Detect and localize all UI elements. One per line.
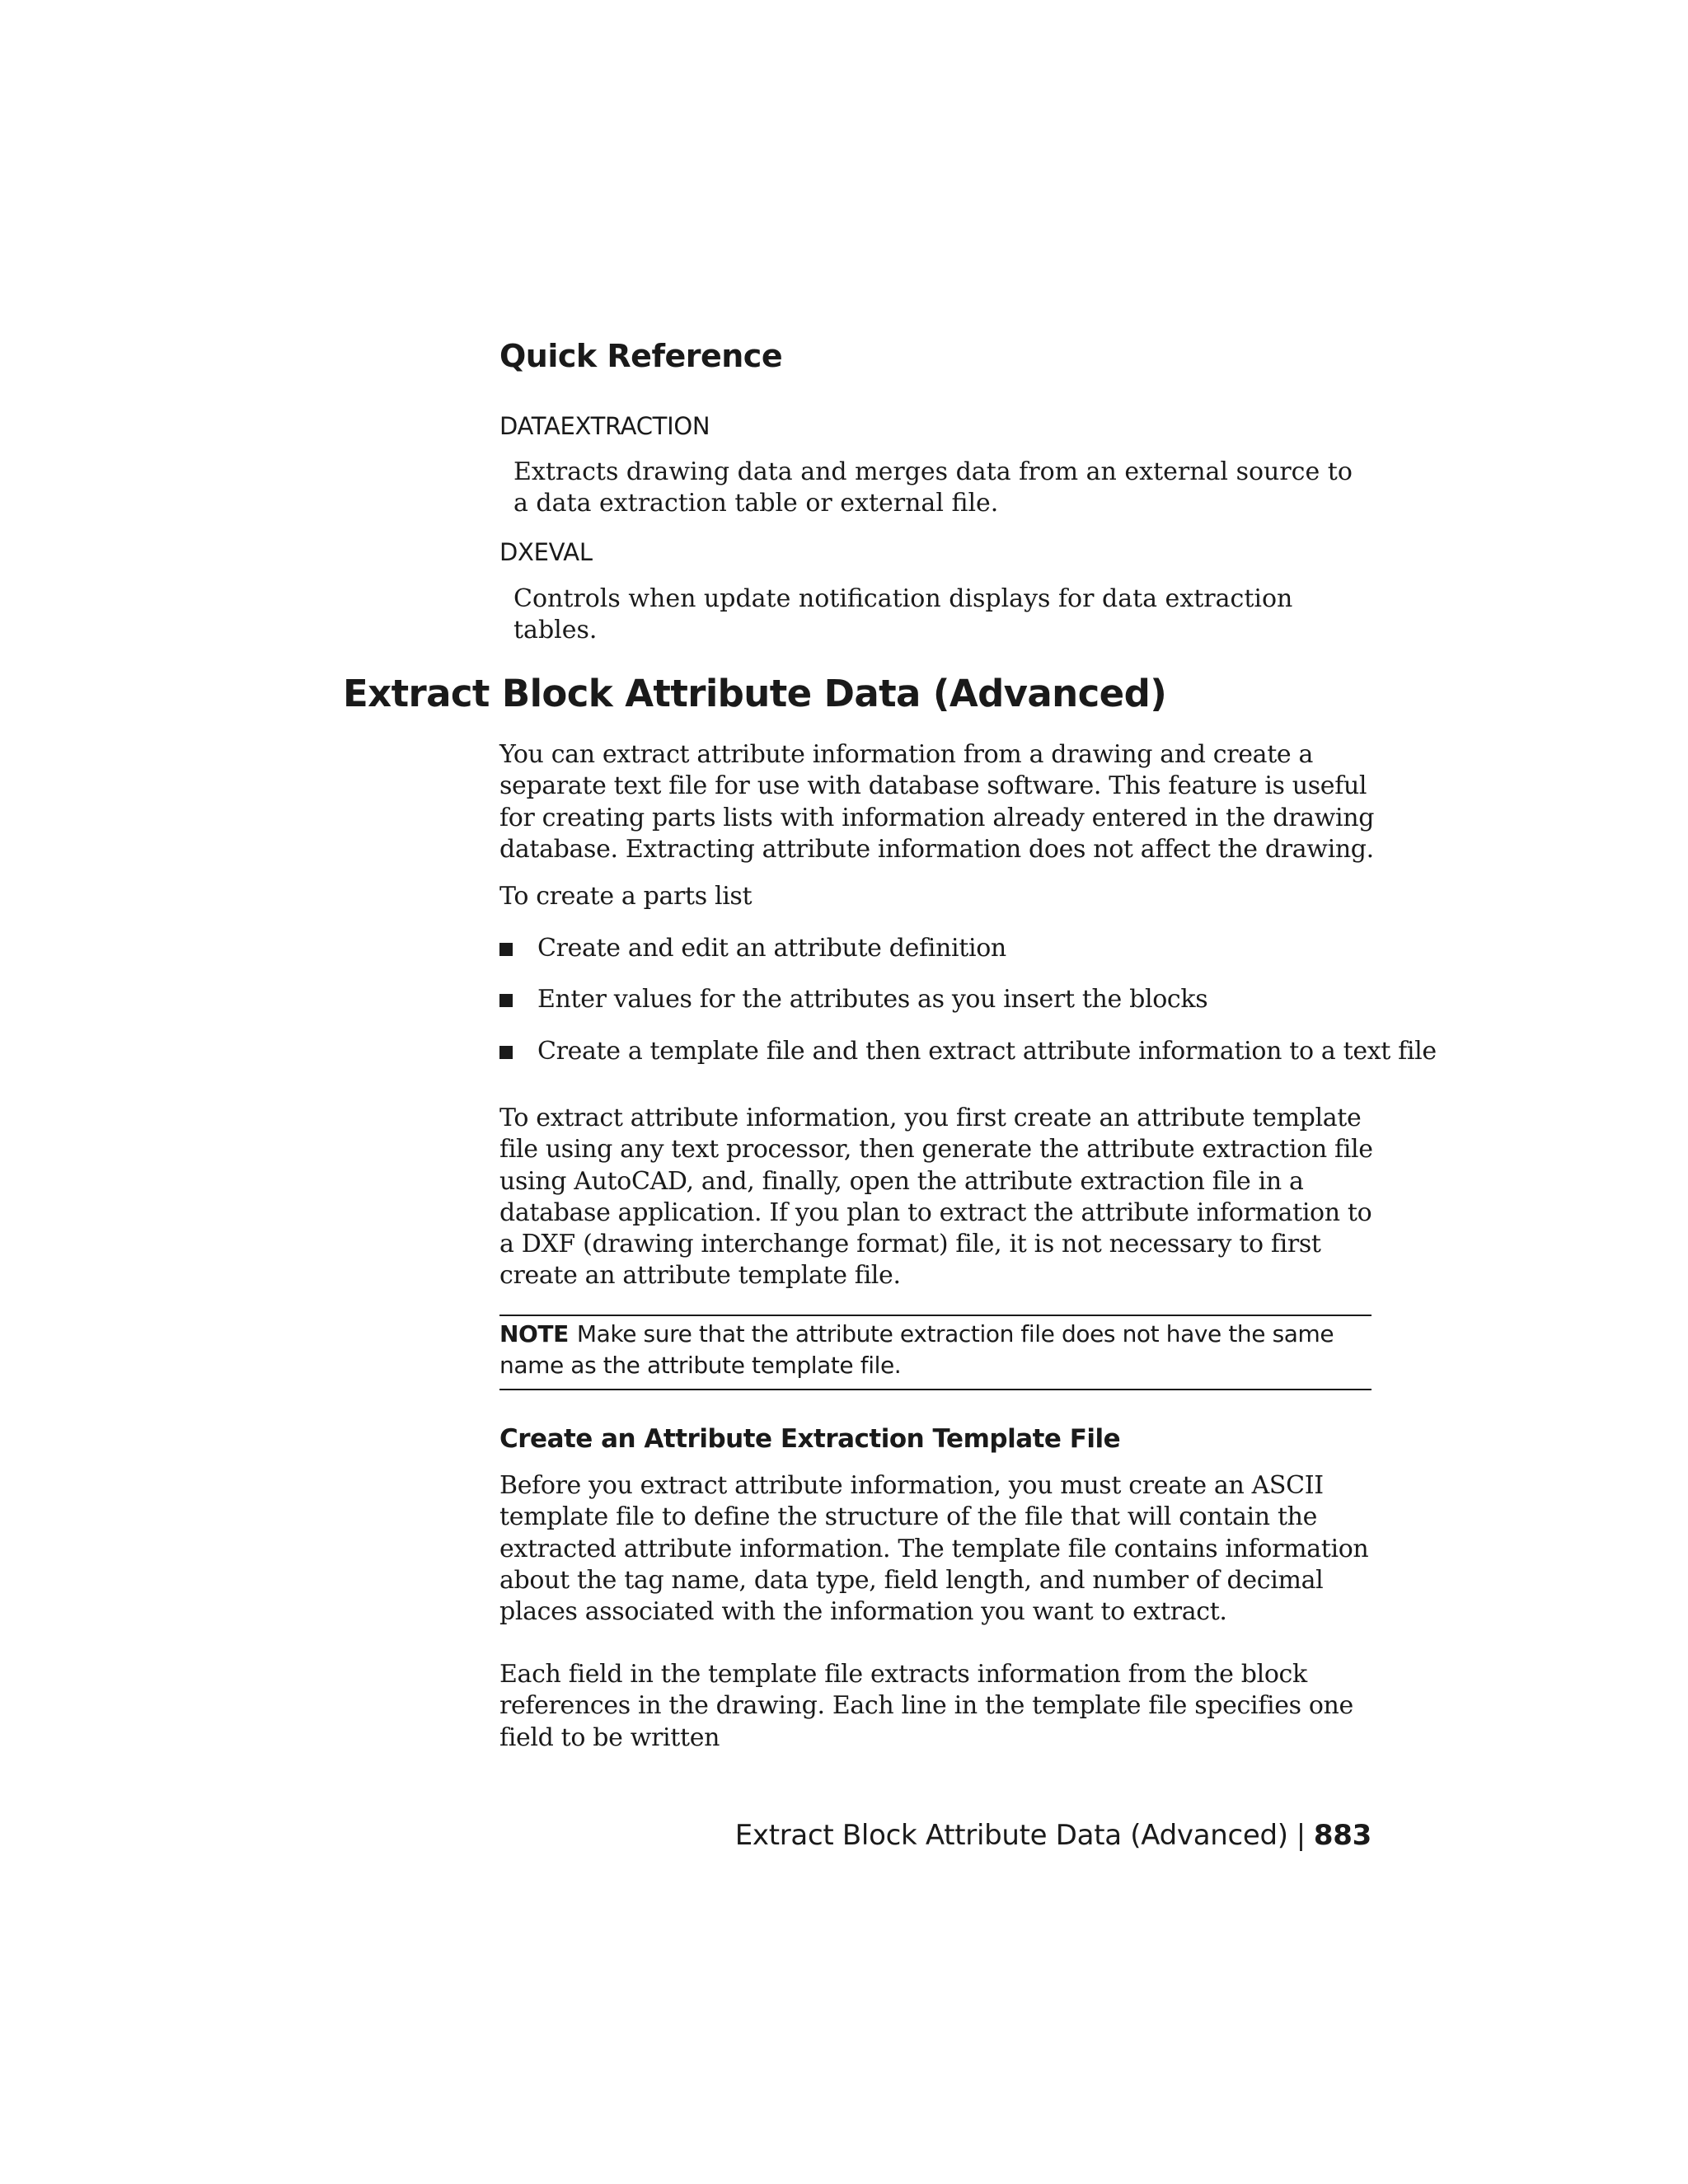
page-number: 883 [1313,1819,1372,1852]
subsection-heading: Create an Attribute Extraction Template File [499,1424,1121,1454]
note-bottom-rule [499,1389,1372,1390]
page-footer [735,1819,1372,1852]
note-text: Make sure that the attribute extraction file does not have the same name as the attribute template file. [499,1320,1334,1379]
list-item-text: Create and edit an attribute definition [537,934,1006,963]
list-item [499,983,1375,1016]
command-description-dataextraction: Extracts drawing data and merges data from an external source to a data extraction table or external file. [513,457,1353,518]
bullet-square-icon [499,943,513,956]
command-description-dxeval: Controls when update notification displays for data extraction tables. [513,584,1293,644]
command-name-dataextraction: DATAEXTRACTION [499,412,710,440]
footer-separator: | [1296,1819,1306,1852]
subsection-paragraph-1: Before you extract attribute information, you must create an ASCII template file to define the structure of the file that will contain the extracted attribute information. The template file contains information about the tag name, data type, field length, and number of decimal places associated with the information you want to extract. [499,1471,1369,1627]
list-item-text: Enter values for the attributes as you insert the blocks [537,985,1208,1014]
section-body-paragraph: To extract attribute information, you first create an attribute template file using any text processor, then generate the attribute extraction file using AutoCAD, and, finally, open the attribute extraction file in a database application. If you plan to extract the attribute information to a DXF (drawing interchange format) file, it is not necessary to first create an attribute template file. [499,1104,1373,1291]
section-heading: Extract Block Attribute Data (Advanced) [343,672,1167,715]
bullet-square-icon [499,994,513,1007]
subsection-paragraph-2: Each field in the template file extracts information from the block references in the drawing. Each line in the template file specifies one field to be written [499,1660,1353,1752]
list-item-text: Create a template file and then extract attribute information to a text file [537,1037,1437,1066]
note-label: NOTE [499,1320,569,1347]
note-block [499,1319,1373,1381]
quick-reference-heading: Quick Reference [499,338,783,374]
list-item [499,1035,1437,1068]
list-item [499,932,1375,965]
footer-running-title: Extract Block Attribute Data (Advanced) [734,1819,1288,1852]
parts-list-lead: To create a parts list [499,882,753,911]
note-top-rule [499,1315,1372,1316]
command-name-dxeval: DXEVAL [499,538,593,566]
section-intro-paragraph: You can extract attribute information from a drawing and create a separate text file for use with database software. This feature is useful for creating parts lists with information already entered in the drawing database. Extracting attribute information does not affect the drawing. [499,740,1375,864]
bullet-square-icon [499,1046,513,1059]
